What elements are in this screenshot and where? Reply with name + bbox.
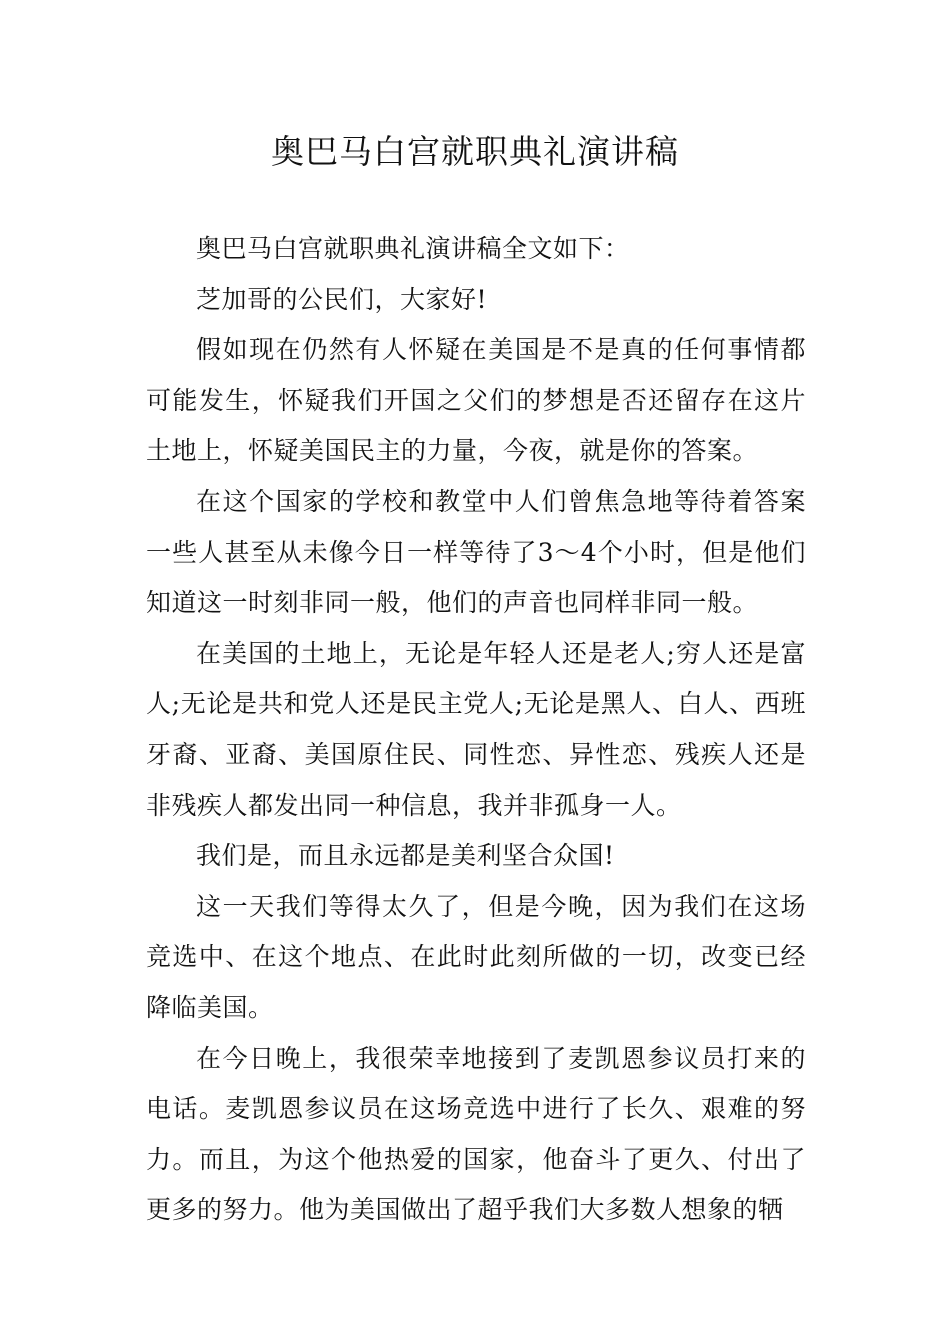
paragraph: 这一天我们等得太久了，但是今晚，因为我们在这场竞选中、在这个地点、在此时此刻所做的一切，改变已经降临美国。 bbox=[146, 891, 806, 1022]
document-title: 奥巴马白宫就职典礼演讲稿 bbox=[271, 132, 679, 171]
paragraph-greeting: 芝加哥的公民们，大家好! bbox=[196, 284, 488, 314]
paragraph: 在今日晚上，我很荣幸地接到了麦凯恩参议员打来的电话。麦凯恩参议员在这场竞选中进行了长久、艰难的努力。而且，为这个他热爱的国家，他奋斗了更久、付出了更多的努力。他为美国做出了超乎我们大多数人想象的牺 bbox=[146, 1043, 806, 1225]
document-body bbox=[146, 224, 806, 1236]
paragraph: 在美国的土地上，无论是年轻人还是老人;穷人还是富人;无论是共和党人还是民主党人;无论是黑人、白人、西班牙裔、亚裔、美国原住民、同性恋、异性恋、残疾人还是非残疾人都发出同一种信息，我并非孤身一人。 bbox=[146, 638, 806, 820]
paragraph: 我们是，而且永远都是美利坚合众国! bbox=[196, 841, 615, 871]
paragraph-intro: 奥巴马白宫就职典礼演讲稿全文如下： bbox=[196, 234, 630, 263]
paragraph: 在这个国家的学校和教堂中人们曾焦急地等待着答案一些人甚至从未像今日一样等待了3～4个小时，但是他们知道这一时刻非同一般，他们的声音也同样非同一般。 bbox=[146, 486, 806, 618]
paragraph: 假如现在仍然有人怀疑在美国是不是真的任何事情都可能发生，怀疑我们开国之父们的梦想是否还留存在这片土地上，怀疑美国民主的力量，今夜，就是你的答案。 bbox=[146, 335, 806, 466]
